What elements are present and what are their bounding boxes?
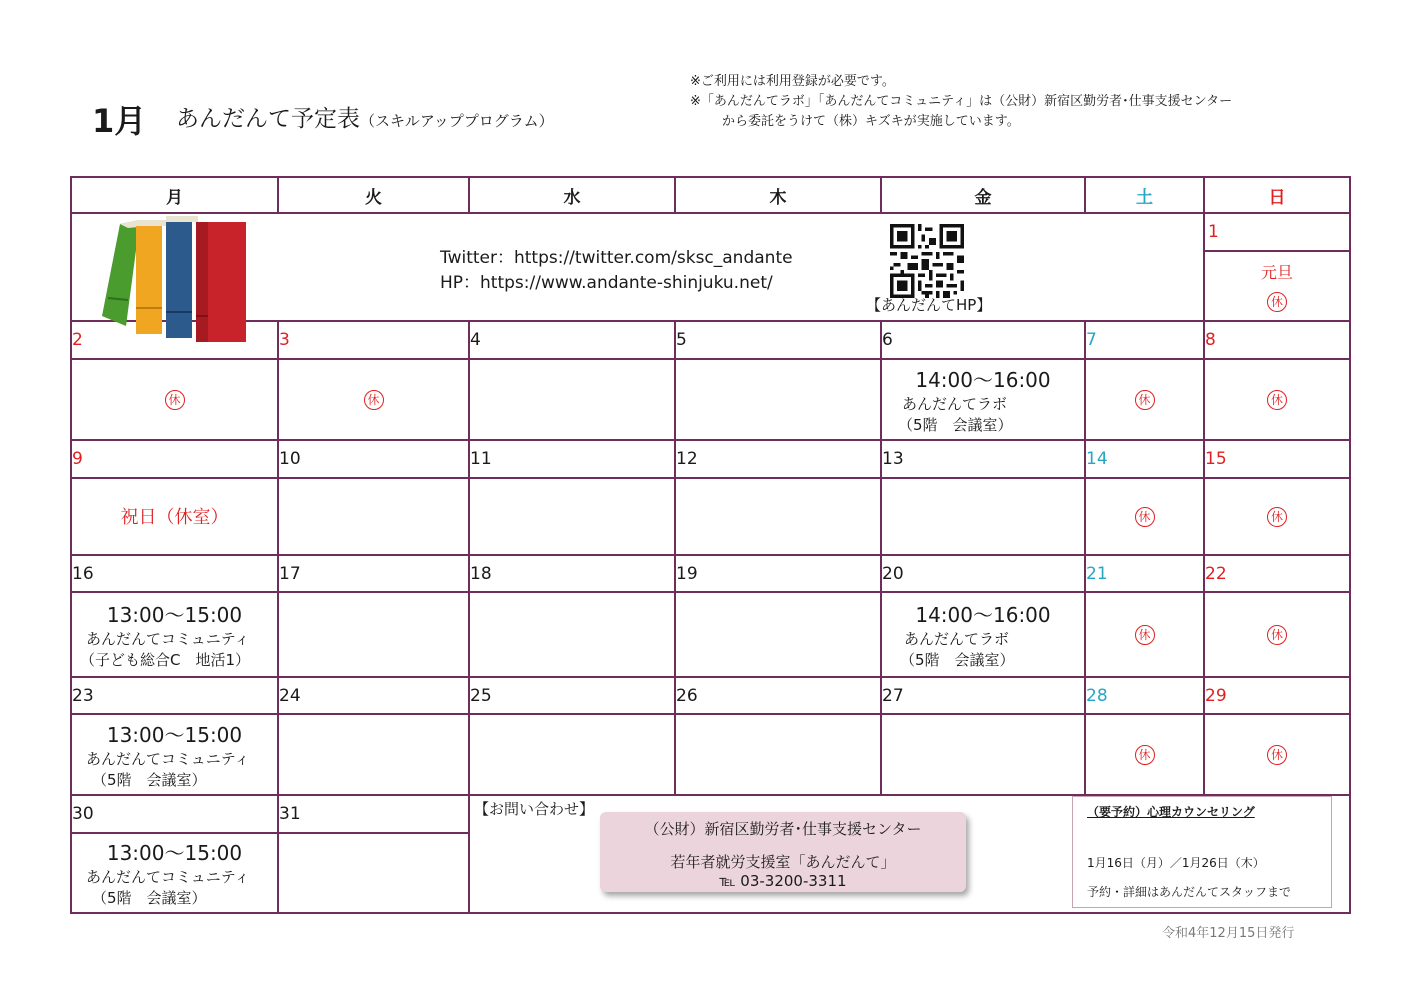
day-30: 30 bbox=[71, 795, 278, 833]
day-16-content bbox=[71, 592, 278, 677]
day-22-content bbox=[1204, 592, 1350, 677]
weekday-sun: 日 bbox=[1204, 177, 1350, 213]
book-yellow bbox=[136, 220, 166, 334]
day-7: 7 bbox=[1085, 321, 1204, 359]
day-19-content bbox=[675, 592, 881, 677]
note-registration: ※ご利用には利用登録が必要です。 bbox=[690, 74, 895, 89]
weekday-mon: 月 bbox=[71, 177, 278, 213]
book-blue bbox=[166, 216, 198, 338]
event-place: （5階 会議室） bbox=[900, 651, 1015, 670]
qr-code[interactable] bbox=[890, 224, 964, 298]
day-10: 10 bbox=[278, 440, 469, 478]
closed-mark: 休 bbox=[1267, 625, 1287, 645]
closed-mark: 休 bbox=[1135, 625, 1155, 645]
note-operator: ※「あんだんてラボ」「あんだんてコミュニティ」は（公財）新宿区勤労者･仕事支援センター bbox=[690, 94, 1233, 109]
day-29-content bbox=[1204, 714, 1350, 794]
day-28: 28 bbox=[1085, 677, 1204, 714]
day-12-content bbox=[675, 478, 881, 555]
counseling-note: 予約・詳細はあんだんてスタッフまで bbox=[1087, 885, 1292, 899]
event-time: 13:00～15:00 bbox=[106, 722, 243, 747]
counseling-title: （要予約）心理カウンセリング bbox=[1087, 805, 1255, 819]
day-13-content bbox=[881, 478, 1085, 555]
day-15-content bbox=[1204, 478, 1350, 555]
event-time: 13:00～15:00 bbox=[106, 603, 243, 628]
day-28-content bbox=[1085, 714, 1204, 794]
closed-mark: 休 bbox=[1135, 745, 1155, 765]
day-25: 25 bbox=[469, 677, 675, 714]
day-17: 17 bbox=[278, 555, 469, 592]
book-red bbox=[196, 222, 246, 342]
closed-mark: 休 bbox=[1267, 390, 1287, 410]
title-text: あんだんて予定表 bbox=[176, 106, 360, 132]
twitter-link[interactable]: Twitter：https://twitter.com/sksc_andante bbox=[440, 248, 793, 268]
notes bbox=[690, 72, 1232, 132]
closed-mark: 休 bbox=[1267, 507, 1287, 527]
closed-mark: 休 bbox=[364, 390, 384, 410]
day-27-content bbox=[881, 714, 1085, 794]
day-23: 23 bbox=[71, 677, 278, 714]
day-20-content bbox=[881, 592, 1085, 677]
event-time: 14:00～16:00 bbox=[915, 368, 1051, 393]
weekday-thu: 木 bbox=[675, 177, 881, 213]
contact-office: 若年者就労支援室「あんだんて」 bbox=[670, 853, 896, 871]
day-18-content bbox=[469, 592, 675, 677]
day-21-content bbox=[1085, 592, 1204, 677]
day-9-content: 祝日（休室） bbox=[71, 478, 278, 555]
event-time: 13:00～15:00 bbox=[106, 841, 243, 866]
event-place: （子ども総合C 地活1） bbox=[80, 651, 251, 670]
event-time: 14:00～16:00 bbox=[915, 603, 1051, 628]
links-block bbox=[440, 246, 793, 296]
day-23-content bbox=[71, 714, 278, 794]
day-24: 24 bbox=[278, 677, 469, 714]
day-31: 31 bbox=[278, 795, 469, 833]
day-4: 4 bbox=[469, 321, 675, 359]
page-title bbox=[176, 100, 554, 133]
day-24-content bbox=[278, 714, 469, 794]
day-27: 27 bbox=[881, 677, 1085, 714]
weekday-header bbox=[71, 177, 1350, 213]
note-operator-cont: から委託をうけて（株）キズキが実施しています。 bbox=[722, 114, 1020, 129]
day-7-content bbox=[1085, 359, 1204, 439]
contact-box bbox=[600, 812, 966, 892]
day-5: 5 bbox=[675, 321, 881, 359]
day-31-content bbox=[278, 833, 469, 913]
day-9: 9 bbox=[71, 440, 278, 478]
counseling-box bbox=[1072, 796, 1332, 908]
closed-mark: 休 bbox=[1135, 507, 1155, 527]
event-place: （5階 会議室） bbox=[92, 889, 207, 908]
day-2: 2 bbox=[71, 321, 278, 359]
month-title: 1月 bbox=[92, 102, 147, 140]
day-8-content bbox=[1204, 359, 1350, 439]
day-1-content bbox=[1204, 251, 1350, 321]
weekday-wed: 水 bbox=[469, 177, 675, 213]
day-10-content bbox=[278, 478, 469, 555]
closed-mark: 休 bbox=[1267, 292, 1287, 312]
day-2-content bbox=[71, 359, 278, 439]
issue-date: 令和4年12月15日発行 bbox=[1162, 926, 1295, 941]
day-3: 3 bbox=[278, 321, 469, 359]
day-12: 12 bbox=[675, 440, 881, 478]
closed-mark: 休 bbox=[165, 390, 185, 410]
weekday-fri: 金 bbox=[881, 177, 1085, 213]
day-5-content bbox=[675, 359, 881, 439]
day-18: 18 bbox=[469, 555, 675, 592]
weekday-sat: 土 bbox=[1085, 177, 1204, 213]
closed-mark: 休 bbox=[1267, 745, 1287, 765]
title-subtitle: （スキルアッププログラム） bbox=[360, 112, 554, 130]
qr-label: 【あんだんてHP】 bbox=[866, 296, 992, 314]
event-name: あんだんてラボ bbox=[904, 630, 1010, 649]
closed-mark: 休 bbox=[1135, 390, 1155, 410]
event-name: あんだんてコミュニティ bbox=[86, 749, 250, 768]
event-name: あんだんてコミュニティ bbox=[86, 868, 250, 887]
contact-org: （公財）新宿区勤労者･仕事支援センター bbox=[644, 820, 922, 838]
event-place: （5階 会議室） bbox=[92, 770, 207, 789]
event-place: （5階 会議室） bbox=[898, 416, 1013, 435]
day-16: 16 bbox=[71, 555, 278, 592]
counseling-dates: 1月16日（月）／1月26日（木） bbox=[1087, 856, 1265, 870]
day-6: 6 bbox=[881, 321, 1085, 359]
holiday-label: 元旦 bbox=[1260, 263, 1293, 283]
day-26: 26 bbox=[675, 677, 881, 714]
day-6-content bbox=[881, 359, 1085, 439]
day-17-content bbox=[278, 592, 469, 677]
event-name: あんだんてラボ bbox=[902, 395, 1008, 414]
contact-tel: ℡ 03-3200-3311 bbox=[719, 872, 847, 890]
day-14-content bbox=[1085, 478, 1204, 555]
day-26-content bbox=[675, 714, 881, 794]
day-14: 14 bbox=[1085, 440, 1204, 478]
day-4-content bbox=[469, 359, 675, 439]
day-25-content bbox=[469, 714, 675, 794]
day-8: 8 bbox=[1204, 321, 1350, 359]
day-19: 19 bbox=[675, 555, 881, 592]
day-29: 29 bbox=[1204, 677, 1350, 714]
day-1: 1 bbox=[1204, 213, 1350, 251]
day-22: 22 bbox=[1204, 555, 1350, 592]
day-11: 11 bbox=[469, 440, 675, 478]
weekday-tue: 火 bbox=[278, 177, 469, 213]
day-20: 20 bbox=[881, 555, 1085, 592]
event-name: あんだんてコミュニティ bbox=[86, 630, 250, 649]
day-11-content bbox=[469, 478, 675, 555]
day-13: 13 bbox=[881, 440, 1085, 478]
day-21: 21 bbox=[1085, 555, 1204, 592]
hp-link[interactable]: HP：https://www.andante-shinjuku.net/ bbox=[440, 273, 773, 293]
contact-label: 【お問い合わせ】 bbox=[474, 800, 595, 818]
day-15: 15 bbox=[1204, 440, 1350, 478]
day-30-content bbox=[71, 833, 278, 913]
books-illustration bbox=[96, 208, 256, 342]
day-3-content bbox=[278, 359, 469, 439]
